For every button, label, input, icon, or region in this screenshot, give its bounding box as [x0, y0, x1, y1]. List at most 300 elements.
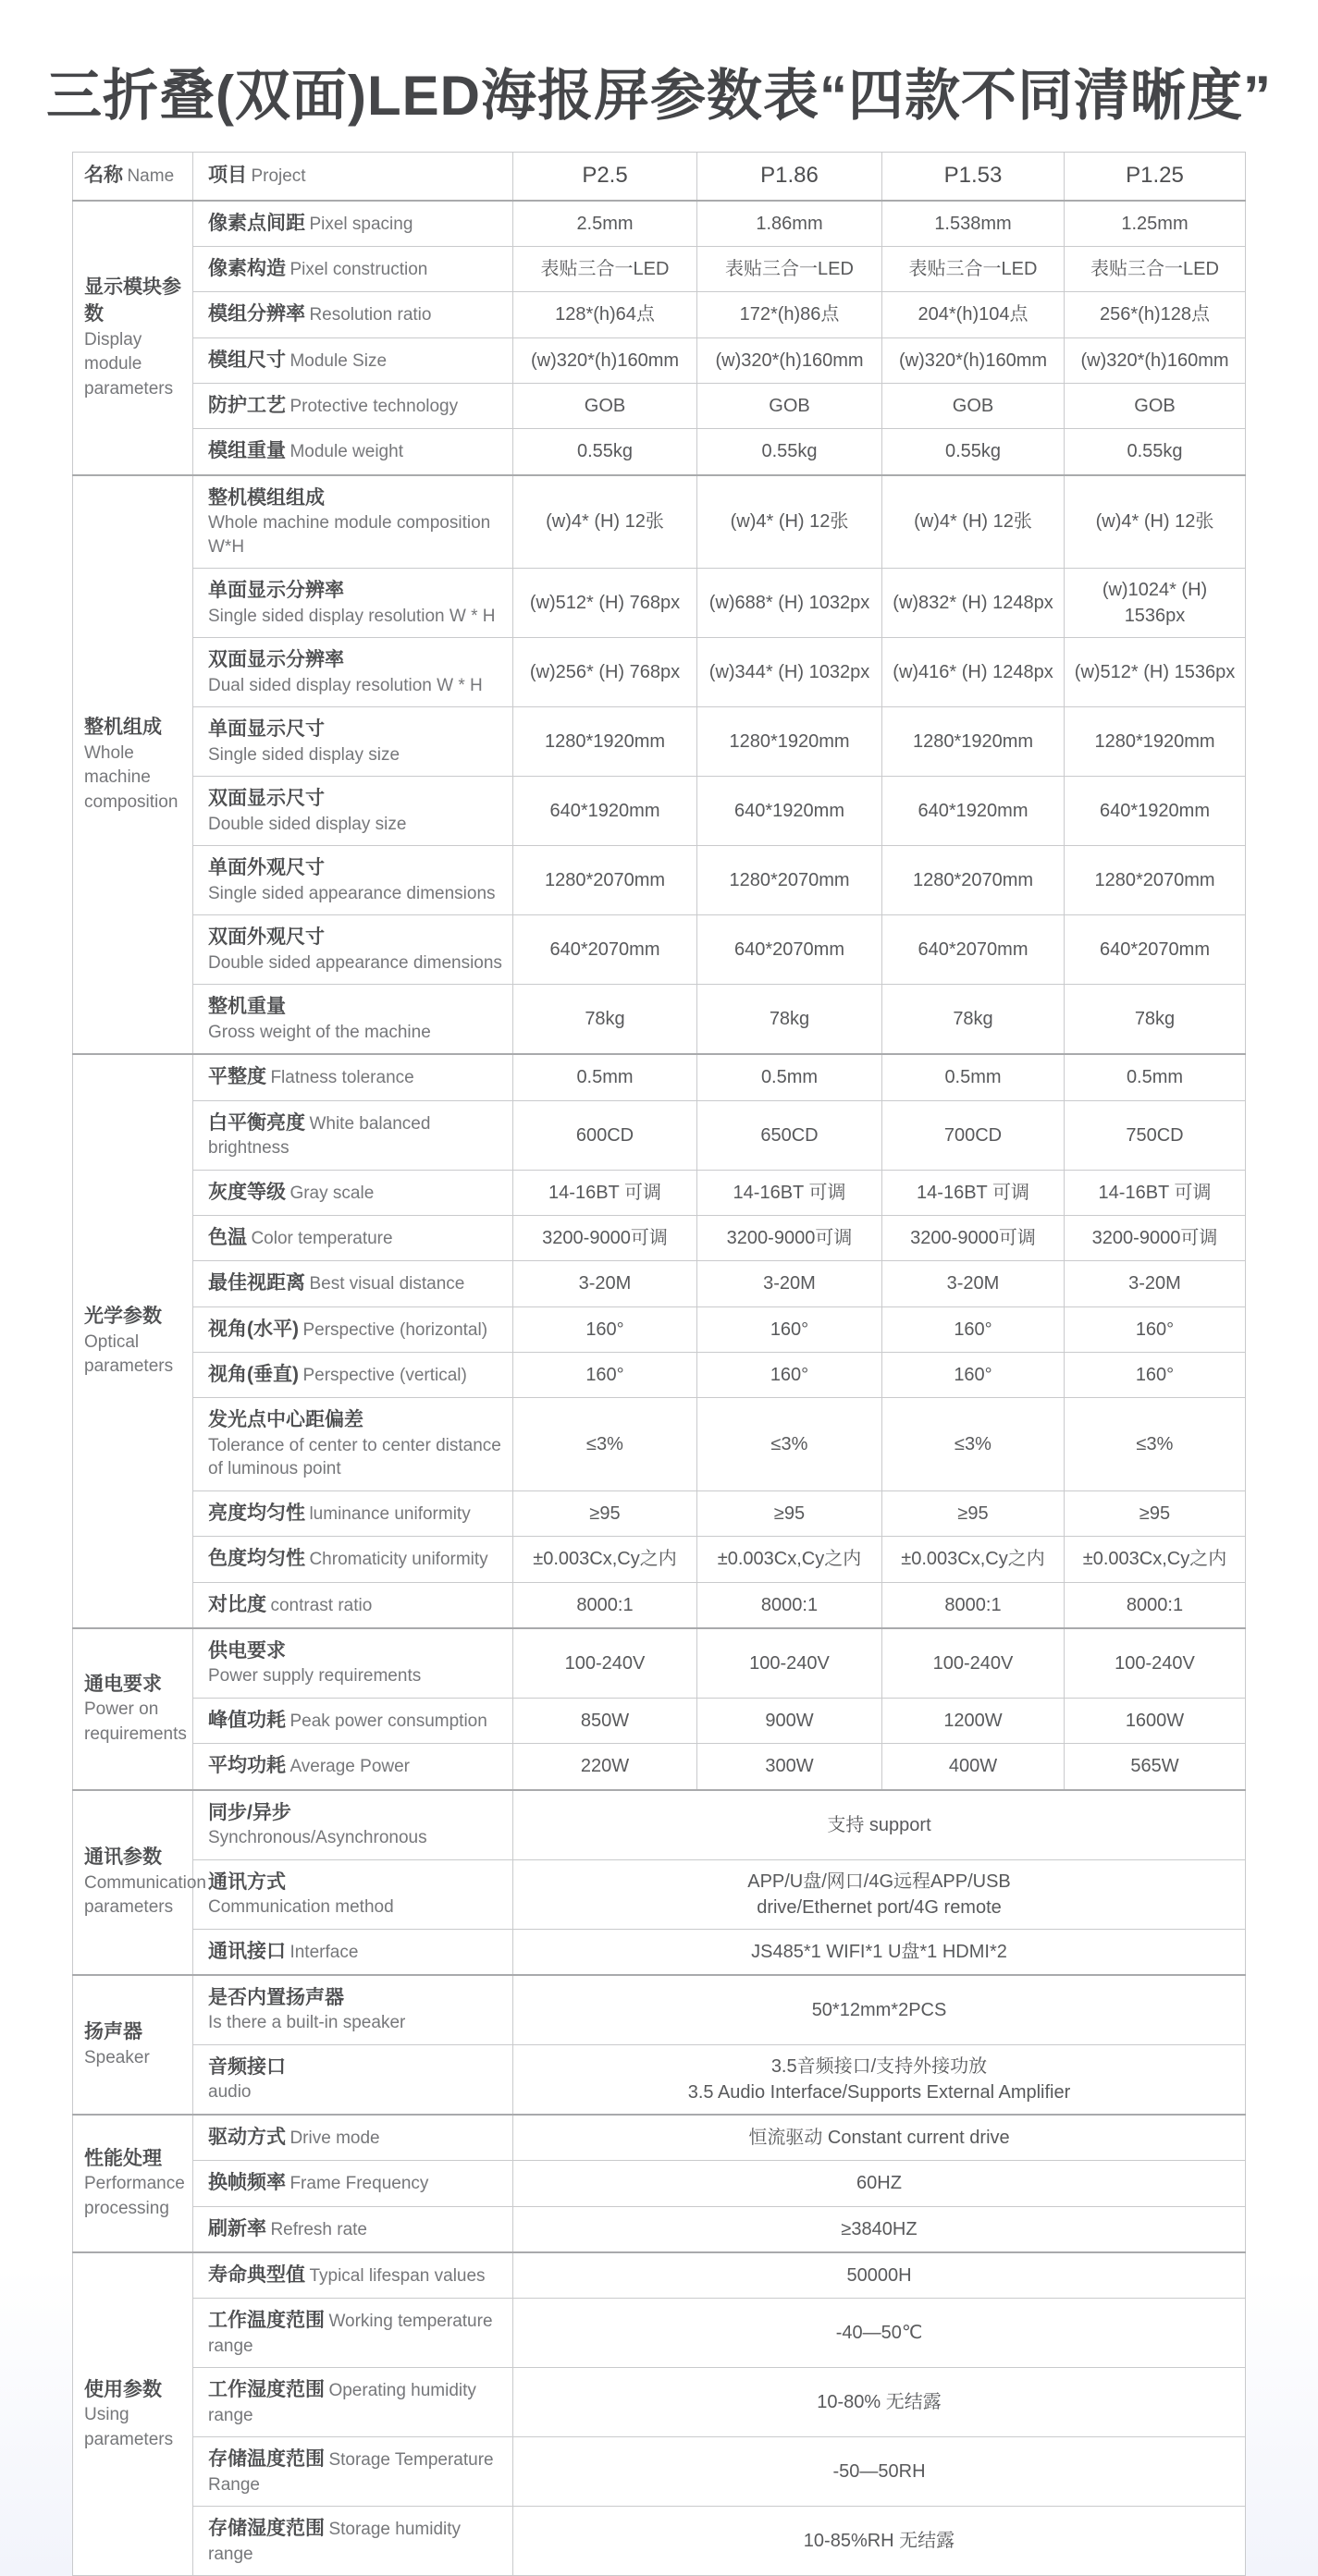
spec-value-cell: 8000:1 — [513, 1582, 697, 1628]
table-row — [73, 2161, 1246, 2206]
row-label-zh: 最佳视距离 — [208, 1272, 305, 1294]
row-label-cell — [193, 2368, 513, 2437]
table-row — [73, 638, 1246, 707]
table-row — [73, 569, 1246, 638]
spec-value-cell: 1280*1920mm — [697, 707, 882, 777]
row-label-cell — [193, 638, 513, 707]
section-label-zh: 使用参数 — [84, 2378, 162, 2400]
table-row — [73, 1261, 1246, 1306]
row-label-cell — [193, 1975, 513, 2044]
spec-value-cell: 3200-9000可调 — [1065, 1215, 1246, 1260]
spec-value-cell: ±0.003Cx,Cy之内 — [1065, 1537, 1246, 1582]
spec-value-cell: 3200-9000可调 — [697, 1215, 882, 1260]
row-label-zh: 亮度均匀性 — [208, 1502, 305, 1524]
table-row — [73, 2044, 1246, 2114]
spec-value-cell: GOB — [513, 383, 697, 428]
row-label-en: Gross weight of the machine — [208, 1022, 431, 1042]
row-label-cell — [193, 846, 513, 915]
spec-value-cell: 850W — [513, 1698, 697, 1743]
row-label-zh: 双面显示分辨率 — [208, 649, 344, 671]
spec-value-cell: 700CD — [882, 1100, 1065, 1170]
row-label-cell — [193, 777, 513, 846]
row-label-cell — [193, 1628, 513, 1698]
spec-value-cell: 0.55kg — [697, 429, 882, 475]
row-label-zh: 寿命典型值 — [208, 2263, 305, 2286]
row-label-zh: 平整度 — [208, 1066, 266, 1088]
row-label-zh: 工作温度范围 — [208, 2310, 325, 2332]
spec-value-cell: 640*1920mm — [513, 777, 697, 846]
spec-value-cell: 640*1920mm — [697, 777, 882, 846]
header-name-zh: 名称 — [84, 165, 123, 187]
row-label-cell — [193, 2437, 513, 2507]
section-label-cell — [73, 2115, 193, 2252]
spec-value-cell: 640*2070mm — [882, 915, 1065, 985]
row-label-zh: 双面显示尺寸 — [208, 788, 325, 810]
row-label-en: Average Power — [289, 1757, 411, 1777]
row-label-cell — [193, 429, 513, 475]
row-label-zh: 白平衡亮度 — [208, 1111, 305, 1134]
spec-value-cell: 表贴三合一LED — [697, 246, 882, 291]
spec-value-cell: 3200-9000可调 — [513, 1215, 697, 1260]
row-label-en: Module weight — [289, 442, 403, 462]
row-label-zh: 灰度等级 — [208, 1181, 286, 1203]
row-label-zh: 驱动方式 — [208, 2126, 286, 2148]
spec-value-cell: (w)688* (H) 1032px — [697, 569, 882, 638]
row-label-zh: 模组分辨率 — [208, 303, 305, 325]
section-label-zh: 扬声器 — [84, 2021, 142, 2043]
spec-value-cell: (w)4* (H) 12张 — [1065, 475, 1246, 569]
row-label-en: Perspective (horizontal) — [302, 1319, 488, 1340]
spec-value-cell: 3200-9000可调 — [882, 1215, 1065, 1260]
row-label-zh: 存储温度范围 — [208, 2448, 325, 2471]
section-label-zh: 通电要求 — [84, 1673, 162, 1695]
spec-value-cell: 1.86mm — [697, 201, 882, 247]
table-row — [73, 1859, 1246, 1929]
table-row — [73, 337, 1246, 383]
spec-value-cell-merged — [513, 2507, 1246, 2576]
spec-value-cell-merged — [513, 2206, 1246, 2252]
spec-value-cell: 160° — [1065, 1306, 1246, 1352]
row-label-zh: 色度均匀性 — [208, 1548, 305, 1570]
row-label-cell — [193, 1306, 513, 1352]
row-label-zh: 视角(水平) — [208, 1318, 299, 1340]
spec-value-cell: 256*(h)128点 — [1065, 292, 1246, 337]
section-label-cell — [73, 1790, 206, 1975]
header-project-en: Project — [251, 166, 306, 187]
row-label-cell — [193, 1352, 513, 1397]
table-row — [73, 2507, 1246, 2576]
header-name-en: Name — [127, 166, 175, 187]
table-row — [73, 429, 1246, 475]
row-label-cell — [193, 246, 513, 291]
spec-value-cell: 565W — [1065, 1744, 1246, 1790]
row-label-en: Communication method — [208, 1896, 394, 1917]
spec-value-cell: 400W — [882, 1744, 1065, 1790]
spec-value-cell: 78kg — [697, 985, 882, 1054]
spec-value-cell-merged — [513, 2437, 1246, 2507]
table-row — [73, 246, 1246, 291]
spec-value-cell: ≥95 — [882, 1490, 1065, 1536]
spec-value-cell: ≤3% — [697, 1398, 882, 1491]
row-label-zh: 刷新率 — [208, 2217, 266, 2239]
section-label-en: Optical parameters — [84, 1331, 174, 1377]
row-label-zh: 整机重量 — [208, 996, 286, 1018]
row-label-en: Flatness tolerance — [270, 1068, 414, 1088]
row-label-cell — [193, 2299, 513, 2368]
spec-value-cell: 600CD — [513, 1100, 697, 1170]
table-row — [73, 1306, 1246, 1352]
spec-value-cell-merged — [513, 2252, 1246, 2299]
page-title: 三折叠(双面)LED海报屏参数表“四款不同清晰度” — [46, 65, 1272, 127]
spec-value-cell: (w)832* (H) 1248px — [882, 569, 1065, 638]
spec-value-cell: ±0.003Cx,Cy之内 — [513, 1537, 697, 1582]
row-label-cell — [193, 1215, 513, 1260]
row-label-en: Color temperature — [251, 1228, 393, 1248]
row-label-en: Storage humidity range — [208, 2520, 462, 2564]
row-label-cell — [193, 707, 513, 777]
spec-value-cell: 204*(h)104点 — [882, 292, 1065, 337]
row-label-en: Is there a built-in speaker — [208, 2013, 406, 2033]
spec-value-cell-merged — [513, 1975, 1246, 2044]
spec-value-cell: ≤3% — [1065, 1398, 1246, 1491]
header-cell-model: P1.25 — [1065, 153, 1246, 201]
row-label-cell — [193, 1790, 513, 1859]
spec-value-cell: 640*1920mm — [1065, 777, 1246, 846]
table-row — [73, 1628, 1246, 1698]
row-label-zh: 存储湿度范围 — [208, 2518, 325, 2540]
spec-value-cell: 8000:1 — [697, 1582, 882, 1628]
spec-value-cell: GOB — [1065, 383, 1246, 428]
row-label-cell — [193, 2206, 513, 2252]
spec-value-cell: 0.5mm — [513, 1054, 697, 1100]
row-label-zh: 防护工艺 — [208, 394, 286, 416]
spec-value-cell: 1280*1920mm — [1065, 707, 1246, 777]
row-label-zh: 供电要求 — [208, 1639, 286, 1662]
row-label-cell — [193, 383, 513, 428]
spec-value-cell: 表贴三合一LED — [882, 246, 1065, 291]
spec-value-cell-merged — [513, 2368, 1246, 2437]
row-label-cell — [193, 475, 513, 569]
spec-value-line: 10-80% 无结露 — [817, 2392, 942, 2413]
table-row — [73, 1975, 1246, 2044]
row-label-en: Double sided appearance dimensions — [208, 952, 502, 973]
section-label-zh: 整机组成 — [84, 717, 162, 739]
section-label-en: Power on requirements — [84, 1699, 187, 1744]
spec-value-cell: (w)256* (H) 768px — [513, 638, 697, 707]
row-label-zh: 对比度 — [208, 1593, 266, 1615]
spec-value-cell: 300W — [697, 1744, 882, 1790]
row-label-cell — [193, 2044, 513, 2114]
spec-value-cell: 1280*2070mm — [513, 846, 697, 915]
header-cell-model: P1.86 — [697, 153, 882, 201]
row-label-en: Operating humidity range — [208, 2381, 476, 2425]
section-label-en: Speaker — [84, 2047, 150, 2067]
spec-value-cell: ≤3% — [513, 1398, 697, 1491]
row-label-en: Typical lifespan values — [309, 2265, 486, 2286]
row-label-cell — [193, 1261, 513, 1306]
spec-value-cell: 900W — [697, 1698, 882, 1743]
spec-value-cell: 0.5mm — [1065, 1054, 1246, 1100]
row-label-en: Perspective (vertical) — [302, 1365, 467, 1385]
spec-value-cell: 220W — [513, 1744, 697, 1790]
row-label-cell — [193, 1100, 513, 1170]
spec-value-cell: 表贴三合一LED — [513, 246, 697, 291]
spec-value-cell: (w)416* (H) 1248px — [882, 638, 1065, 707]
spec-value-cell: 8000:1 — [882, 1582, 1065, 1628]
spec-value-cell: 1280*2070mm — [882, 846, 1065, 915]
spec-value-cell: GOB — [697, 383, 882, 428]
row-label-cell — [193, 569, 513, 638]
spec-value-cell: 640*1920mm — [882, 777, 1065, 846]
row-label-en: audio — [208, 2082, 252, 2103]
row-label-zh: 同步/异步 — [208, 1801, 291, 1823]
row-label-cell — [193, 2252, 513, 2299]
spec-value-line: 3.5 Audio Interface/Supports External Amplifier — [687, 2081, 1071, 2103]
row-label-zh: 模组重量 — [208, 440, 286, 462]
row-label-cell — [193, 1054, 513, 1100]
spec-value-cell: 3-20M — [697, 1261, 882, 1306]
row-label-zh: 单面显示尺寸 — [208, 718, 325, 741]
row-label-en: Drive mode — [289, 2128, 380, 2148]
spec-value-cell: 100-240V — [513, 1628, 697, 1698]
spec-value-cell: 160° — [513, 1352, 697, 1397]
spec-value-cell: 128*(h)64点 — [513, 292, 697, 337]
row-label-en: Synchronous/Asynchronous — [208, 1827, 427, 1847]
row-label-zh: 单面显示分辨率 — [208, 580, 344, 602]
header-cell-project — [193, 153, 513, 201]
spec-value-cell-merged — [513, 2044, 1246, 2114]
section-label-en: Performance processing — [84, 2174, 185, 2219]
spec-value-cell: 0.55kg — [513, 429, 697, 475]
spec-value-cell: 3-20M — [1065, 1261, 1246, 1306]
spec-value-cell: 640*2070mm — [697, 915, 882, 985]
row-label-cell — [193, 985, 513, 1054]
table-header-row — [73, 153, 1246, 201]
row-label-zh: 单面外观尺寸 — [208, 857, 325, 879]
row-label-cell — [193, 201, 513, 247]
table-row — [73, 1790, 1246, 1859]
spec-value-cell: 1600W — [1065, 1698, 1246, 1743]
spec-value-cell: (w)320*(h)160mm — [697, 337, 882, 383]
row-label-en: Dual sided display resolution W * H — [208, 675, 483, 695]
spec-value-cell: (w)1024* (H) 1536px — [1065, 569, 1246, 638]
row-label-cell — [193, 1398, 513, 1491]
spec-value-cell: 14-16BT 可调 — [1065, 1170, 1246, 1215]
row-label-en: Tolerance of center to center distance of luminous point — [208, 1435, 501, 1479]
spec-value-cell: (w)512* (H) 1536px — [1065, 638, 1246, 707]
table-row — [73, 1582, 1246, 1628]
table-row — [73, 1929, 1246, 1975]
row-label-zh: 平均功耗 — [208, 1755, 286, 1777]
spec-value-cell: 650CD — [697, 1100, 882, 1170]
section-label-cell — [73, 475, 193, 1055]
spec-value-cell: 1280*1920mm — [513, 707, 697, 777]
section-label-cell — [73, 201, 193, 475]
row-label-en: Resolution ratio — [309, 305, 432, 325]
spec-value-cell: 1280*1920mm — [882, 707, 1065, 777]
table-row — [73, 777, 1246, 846]
table-row — [73, 985, 1246, 1054]
spec-value-cell-merged — [513, 2115, 1246, 2161]
row-label-zh: 音频接口 — [208, 2055, 286, 2078]
spec-value-cell: ≥95 — [513, 1490, 697, 1536]
row-label-en: Chromaticity uniformity — [309, 1550, 488, 1570]
spec-value-cell: 表贴三合一LED — [1065, 246, 1246, 291]
table-row — [73, 1170, 1246, 1215]
spec-value-cell: (w)320*(h)160mm — [513, 337, 697, 383]
spec-value-line: -40—50℃ — [835, 2323, 923, 2344]
row-label-zh: 是否内置扬声器 — [208, 1986, 344, 2008]
row-label-en: Working temperature range — [208, 2312, 493, 2356]
spec-value-cell: 0.55kg — [1065, 429, 1246, 475]
spec-value-cell: (w)320*(h)160mm — [882, 337, 1065, 383]
row-label-en: contrast ratio — [270, 1595, 373, 1615]
row-label-en: Frame Frequency — [289, 2174, 429, 2194]
spec-value-cell: 0.55kg — [882, 429, 1065, 475]
row-label-zh: 工作湿度范围 — [208, 2379, 325, 2401]
spec-value-cell: 14-16BT 可调 — [882, 1170, 1065, 1215]
row-label-en: Interface — [289, 1942, 359, 1962]
spec-table-body — [73, 153, 1246, 2576]
spec-value-line: 3.5音频接口/支持外接功放 — [770, 2055, 988, 2077]
spec-value-cell: 78kg — [882, 985, 1065, 1054]
spec-value-line: ≥3840HZ — [841, 2218, 918, 2239]
table-row — [73, 1054, 1246, 1100]
spec-value-cell: 172*(h)86点 — [697, 292, 882, 337]
row-label-zh: 换帧频率 — [208, 2172, 286, 2194]
row-label-zh: 像素构造 — [208, 257, 286, 279]
spec-value-cell-merged — [513, 2299, 1246, 2368]
spec-value-cell: 78kg — [1065, 985, 1246, 1054]
spec-value-cell: 160° — [513, 1306, 697, 1352]
row-label-en: Single sided appearance dimensions — [208, 883, 496, 903]
row-label-zh: 通讯方式 — [208, 1871, 286, 1893]
table-row — [73, 201, 1246, 247]
spec-value-cell: ≥95 — [697, 1490, 882, 1536]
row-label-zh: 整机模组组成 — [208, 486, 325, 509]
section-label-cell — [73, 1975, 193, 2115]
section-label-en: Whole machine composition — [84, 742, 179, 812]
row-label-cell — [193, 2115, 513, 2161]
spec-value-cell: 0.5mm — [697, 1054, 882, 1100]
row-label-en: Power supply requirements — [208, 1666, 422, 1687]
spec-value-cell: ±0.003Cx,Cy之内 — [697, 1537, 882, 1582]
row-label-cell — [193, 915, 513, 985]
spec-value-cell: (w)320*(h)160mm — [1065, 337, 1246, 383]
spec-value-cell-merged — [513, 1929, 1246, 1975]
table-row — [73, 2206, 1246, 2252]
spec-value-cell: 100-240V — [882, 1628, 1065, 1698]
table-row — [73, 707, 1246, 777]
row-label-zh: 发光点中心距偏差 — [208, 1409, 363, 1431]
spec-value-cell: 3-20M — [513, 1261, 697, 1306]
spec-value-cell: 2.5mm — [513, 201, 697, 247]
row-label-en: Single sided display resolution W * H — [208, 606, 496, 626]
spec-value-line: 恒流驱动 Constant current drive — [748, 2128, 1010, 2149]
spec-value-cell: (w)4* (H) 12张 — [513, 475, 697, 569]
spec-value-cell: 1200W — [882, 1698, 1065, 1743]
row-label-cell — [193, 1929, 513, 1975]
spec-value-cell: 160° — [697, 1306, 882, 1352]
spec-value-cell: 1280*2070mm — [697, 846, 882, 915]
table-row — [73, 1215, 1246, 1260]
table-row — [73, 1490, 1246, 1536]
row-label-cell — [193, 1582, 513, 1628]
spec-value-cell: 640*2070mm — [1065, 915, 1246, 985]
row-label-en: Storage Temperature Range — [208, 2450, 494, 2495]
table-row — [73, 383, 1246, 428]
table-row — [73, 915, 1246, 985]
section-label-cell — [73, 1054, 193, 1628]
spec-value-cell: ≥95 — [1065, 1490, 1246, 1536]
spec-value-cell: (w)344* (H) 1032px — [697, 638, 882, 707]
row-label-zh: 通讯接口 — [208, 1940, 286, 1962]
row-label-en: Module Size — [289, 350, 388, 371]
row-label-zh: 视角(垂直) — [208, 1363, 299, 1385]
table-row — [73, 1698, 1246, 1743]
section-label-zh: 显示模块参数 — [84, 276, 181, 325]
spec-table — [72, 152, 1246, 2576]
table-row — [73, 1398, 1246, 1491]
spec-value-cell: 160° — [882, 1352, 1065, 1397]
section-label-zh: 通讯参数 — [84, 1846, 162, 1869]
row-label-cell — [193, 1698, 513, 1743]
row-label-cell — [193, 2507, 513, 2576]
section-label-en: Communication parameters — [84, 1872, 206, 1918]
row-label-cell — [193, 1490, 513, 1536]
spec-value-cell: ±0.003Cx,Cy之内 — [882, 1537, 1065, 1582]
section-label-en: Display module parameters — [84, 329, 174, 399]
spec-value-cell-merged — [513, 1859, 1246, 1929]
spec-value-line: -50—50RH — [832, 2461, 926, 2483]
spec-value-cell: 3-20M — [882, 1261, 1065, 1306]
spec-value-cell: ≤3% — [882, 1398, 1065, 1491]
spec-value-line: 支持 support — [827, 1814, 931, 1835]
section-label-zh: 光学参数 — [84, 1306, 162, 1328]
spec-value-line: APP/U盘/网口/4G远程APP/USB — [747, 1871, 1011, 1892]
row-label-en: luminance uniformity — [309, 1503, 471, 1524]
spec-value-cell: 750CD — [1065, 1100, 1246, 1170]
row-label-cell — [193, 1170, 513, 1215]
table-row — [73, 1744, 1246, 1790]
row-label-cell — [193, 292, 513, 337]
row-label-en: Double sided display size — [208, 814, 407, 834]
row-label-cell — [193, 1744, 513, 1790]
spec-value-cell: (w)512* (H) 768px — [513, 569, 697, 638]
row-label-en: Single sided display size — [208, 744, 400, 765]
row-label-en: Protective technology — [289, 396, 459, 416]
section-label-cell — [73, 2252, 193, 2576]
spec-value-cell: 100-240V — [1065, 1628, 1246, 1698]
spec-value-cell: (w)4* (H) 12张 — [697, 475, 882, 569]
spec-value-cell: 160° — [1065, 1352, 1246, 1397]
spec-value-cell: 14-16BT 可调 — [513, 1170, 697, 1215]
spec-value-line: 50000H — [846, 2265, 912, 2287]
header-cell-model: P1.53 — [882, 153, 1065, 201]
table-row — [73, 2437, 1246, 2507]
table-row — [73, 846, 1246, 915]
row-label-zh: 色温 — [208, 1226, 247, 1248]
header-project-zh: 项目 — [208, 165, 247, 187]
row-label-en: Peak power consumption — [289, 1711, 487, 1731]
row-label-cell — [193, 337, 513, 383]
spec-value-cell: 8000:1 — [1065, 1582, 1246, 1628]
table-row — [73, 2368, 1246, 2437]
spec-value-cell: 1280*2070mm — [1065, 846, 1246, 915]
table-row — [73, 292, 1246, 337]
section-label-cell — [73, 1628, 193, 1790]
spec-value-cell: 160° — [882, 1306, 1065, 1352]
